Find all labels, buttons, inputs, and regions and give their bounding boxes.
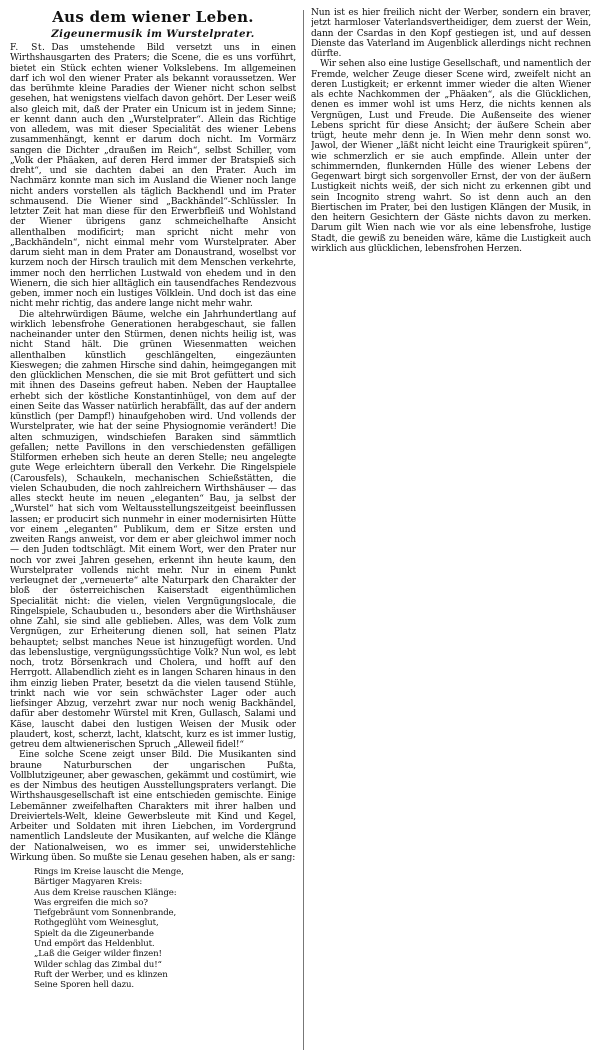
poem-line: Und empört das Heldenblut. [34, 939, 155, 950]
poem-line: Seine Sporen hell dazu. [34, 980, 134, 991]
poem-quote [34, 867, 296, 991]
article-title: Aus dem wiener Leben. [52, 8, 254, 26]
poem-line: Rings im Kreise lauscht die Menge, [34, 867, 184, 877]
poem-line: Ruft der Werber, und es klinzen [34, 969, 168, 980]
paragraph: Nun ist es hier freilich nicht der Werber, sondern ein braver, jetzt harmloser Vaterlandsvertheidiger, dem zuerst der Wein, dann der Csardas in den Kopf gestiegen ist, und auf dessen Dienste das Vaterland im Augenblick allerdings nicht rechnen dürfte. [311, 8, 591, 59]
poem-line: Tiefgebräunt vom Sonnenbrande, [34, 908, 177, 919]
poem-line: Was ergreifen die mich so? [34, 897, 148, 908]
paragraph: Die altehrwürdigen Bäume, welche ein Jahrhundertlang auf wirklich lebensfrohe Generationen herabgeschaut, sie fallen nacheinander unter den Stürmen, denen nichts heilig ist, was nicht Stand hält. Die grünen Wiesenmatten weichen allenthalben künstlich geschlängelten, eingezäunten Kieswegen; die zahmen Hirsche sind dahin, heimgegangen mit den glücklichen Menschen, die sie mit Brot gefüttert und sich mit ihnen des Daseins gefreut haben. Neben der Hauptallee erhebt sich der köstliche Konstantinhügel, von dem auf der einen Seite das Wasser natürlich herabfällt, das auf der andern künstlich (per Dampf!) hinaufgehoben wird. Und vollends der Wurstelprater, wie hat der seine Physiognomie verändert! Die alten schmuzigen, windschiefen Baraken sind sämmtlich gefallen; nette Pavillons in den verschiedensten gefälligen Stilformen erheben sich heute an deren Stelle; neu angelegte gute Wege erleichtern überall den Verkehr. Die Ringelspiele (Carousfels), Schaukeln, mechanischen Schießstätten, die vielen Schaubuden, die noch zahlreichern Wirthshäuser — das alles steckt heute im neuen „eleganten“ Bau, ja selbst der „Wurstel“ hat sich vom Weltausstellungszeitgeist beeinflussen lassen; er producirt sich nunmehr in einer modernisirten Hütte vor einem „eleganten“ Publikum, dem er Sitze ersten und zweiten Rangs anweist, vor dem er aber gleichwol immer noch — den Juden todtschlägt. Mit einem Wort, wer den Prater nur noch vor zwei Jahren gesehen, erkennt ihn heute kaum, den Wurstelprater vollends nicht mehr. Nur in einem Punkt verleugnet der „verneuerte“ alte Naturpark den Charakter der bloß der österreichischen Kaiserstadt eigenthümlichen Specialität nicht: die vielen, vielen Vergnügungslocale, die Ringelspiele, Schaubuden u., besonders aber die Wirthshäuser ohne Zahl, sie sind alle geblieben. Alles, was dem Volk zum Vergnügen, zur Erheiterung dienen soll, hat seinen Platz behauptet; selbst manches Neue ist hinzugefügt worden. Und das lebenslustige, vergnügungssüchtige Volk? Nun wol, es lebt noch, trotz Börsenkrach und Cholera, und hofft auf den Herrgott. Allabendlich zieht es in langen Scharen hinaus in den ihm einzig lieben Prater, besetzt da die vielen tausend Stühle, trinkt nach wie vor sein schwächster Lager oder auch liefsinger Abzug, verzehrt zwar nur noch wenig Backhändel, dafür aber destomehr Würstel mit Kren, Gullasch, Salami und Käse, lauscht dabei den lustigen Weisen der Musik oder plaudert, kost, scherzt, lacht, klatscht, kurz es ist immer lustig, getreu dem altwienerischen Spruch „Alleweil fidel!“ [10, 309, 296, 750]
poem-line: Wilder schlag das Zimbal du!“ [34, 959, 162, 970]
poem-line: „Laß die Geiger wilder finzen! [34, 949, 162, 960]
column-divider [303, 10, 304, 1050]
poem-line: Spielt da die Zigeunerbande [34, 928, 154, 939]
paragraph-text: Das umstehende Bild versetzt uns in einen Wirthshausgarten des Praters; die Scene, die es uns vorführt, bietet ein Stück echten wiener Volkslebens. Im allgemeinen darf ich wol den wiener Prater als bekannt voraussetzen. Wer das berühmte kleine Paradies der Wiener nicht schon selbst gesehen, hat wenigstens vielfach davon gehört. Der Leser weiß also gleich mit, daß der Prater ein Unicum ist in jedem Sinne; er kennt dann auch den „Wurstelprater“. Allein das Richtige von alledem, was mit dieser Specialität des wiener Lebens zusammenhängt, kennt er darum doch nicht. Im Vormärz sangen die Dichter „draußen im Reich“, selbst Schiller, vom „Volk der Phäaken, auf deren Herd immer der Bratspieß sich dreht“, und sie dachten dabei an den Prater. Auch im Nachmärz konnte man sich im Ausland die Wiener noch lange nicht anders vorstellen als täglich Backhendl und im Prater schmausend. Die Wiener sind „Backhändel“-Schlüssler. In letzter Zeit hat man diese für den Erwerbfleiß und Wohlstand der Wiener übrigens ganz schmeichelhafte Ansicht allenthalben modificirt; man spricht nicht mehr von „Backhändeln“, nicht einmal mehr vom Wurstelprater. Aber darum sieht man in dem Prater am Donaustrand, woselbst vor kurzem noch der Hirsch traulich mit dem Menschen verkehrte, immer noch den herrlichen Lustwald von ehedem und in den Wienern, die sich hier alltäglich ein tausendfaches Rendezvous geben, immer noch ein lustiges Völklein. Und doch ist das eine nicht mehr richtig, das andere lange nicht mehr wahr. [10, 43, 296, 310]
paragraph: Eine solche Scene zeigt unser Bild. Die Musikanten sind braune Naturburschen der ungarischen Pußta, Vollblutzigeuner, aber gewaschen, gekämmt und costümirt, wie es der Nimbus des heutigen Ausstellungspraters verlangt. Die Wirthshausgesellschaft ist eine entschieden gemischte. Einige Lebemänner zweifelhaften Charakters mit ihrer halben und Dreiviertels-Welt, kleine Gewerbsleute mit Kind und Kegel, Arbeiter und Soldaten mit ihren Liebchen, im Vordergrund namentlich Landsleute der Musikanten, auf welche die Klänge der Nationalweisen, wo es immer sei, unwiderstehliche Wirkung üben. So mußte sie Lenau gesehen haben, als er sang: [10, 750, 296, 863]
poem-line: Aus dem Kreise rauschen Klänge: [34, 887, 177, 898]
paragraph [10, 43, 296, 310]
article-subtitle: Zigeunermusik im Wurstelprater. [51, 28, 255, 40]
paragraph: Wir sehen also eine lustige Gesellschaft, und namentlich der Fremde, welcher Zeuge dieser Scene wird, zweifelt nicht an deren Lustigkeit; er erkennt immer wieder die alten Wiener als echte Nachkommen der „Phäaken“, als die Glücklichen, denen es immer wohl ist ums Herz, die nichts kennen als Vergnügen, Lust und Freude. Die Außenseite des wiener Lebens spricht für diese Ansicht; der äußere Schein aber trügt, heute mehr denn je. In Wien mehr denn sonst wo. Jawol, der Wiener „läßt nicht leicht eine Traurigkeit spüren“, wie schmerzlich er sie auch empfinde. Allein unter der schimmernden, flunkernden Hülle des wiener Lebens der Gegenwart birgt sich sorgenvoller Ernst, der von der äußern Lustigkeit nichts weiß, der sich nicht zu erkennen gibt und sein Incognito streng wahrt. So ist denn auch an den Biertischen im Prater, bei den lustigen Klängen der Musik, in den heitern Gesichtern der Gäste nichts davon zu merken. Darum gilt Wien nach wie vor als eine lebensfrohe, lustige Stadt, die gewiß zu beneiden wäre, käme die Lustigkeit auch wirklich aus glücklichen, lebensfrohen Herzen. [311, 59, 591, 254]
left-column [10, 8, 296, 1053]
poem-line: Bärtiger Magyaren Kreis: [34, 877, 143, 888]
right-column [311, 8, 591, 368]
poem-line: Rothgeglüht vom Weinesglut, [34, 918, 159, 929]
author-signature: F. St. [10, 43, 46, 53]
